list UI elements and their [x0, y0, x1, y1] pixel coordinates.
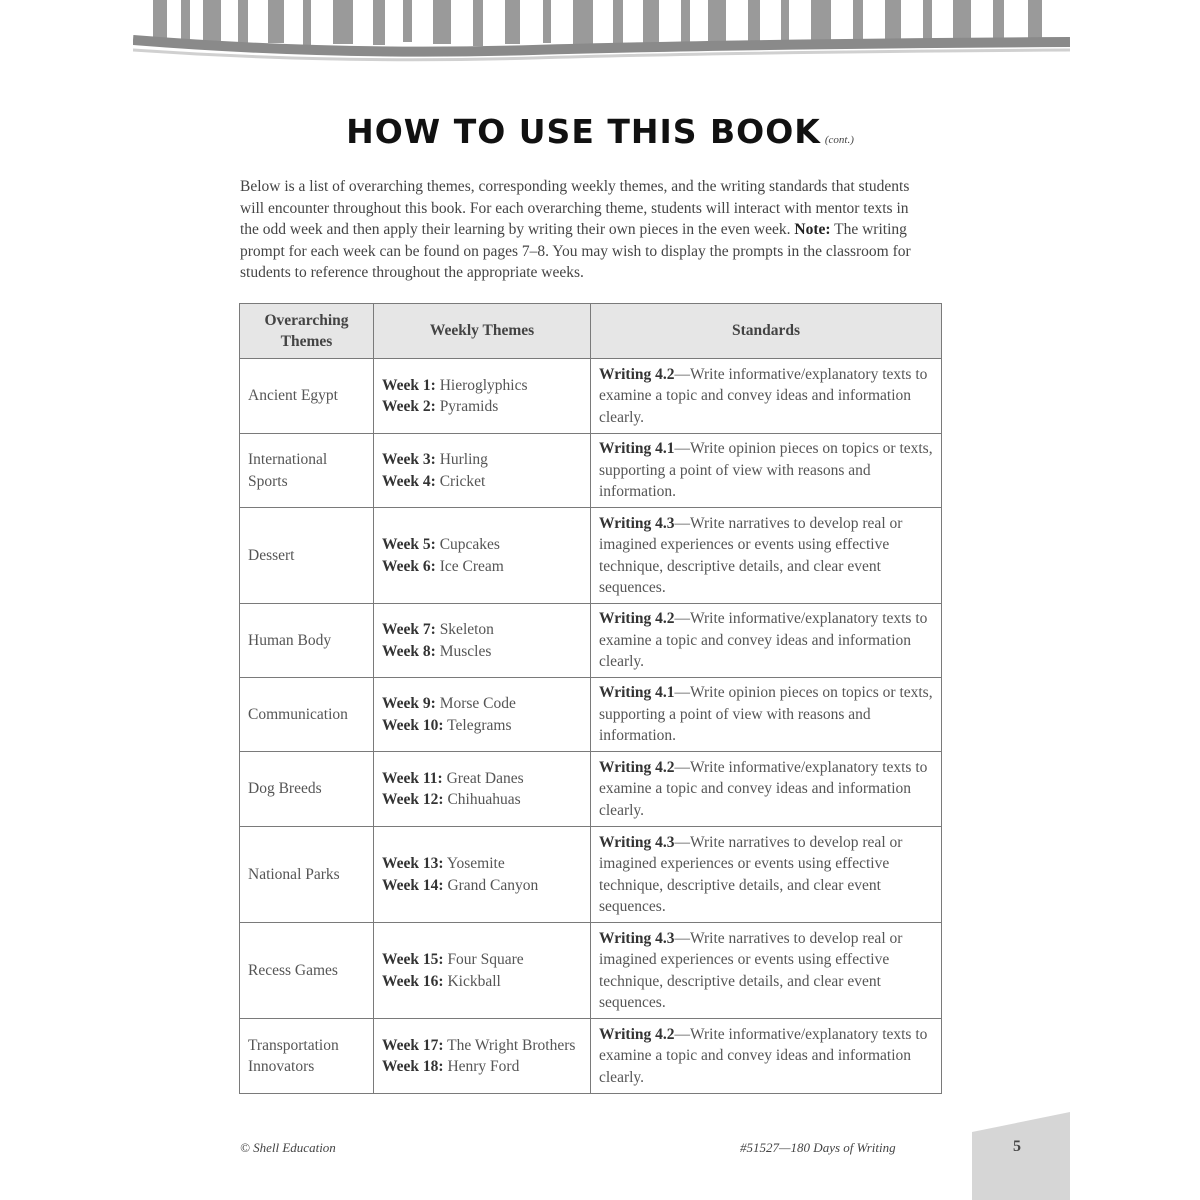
header-weekly-themes: Weekly Themes	[374, 304, 591, 359]
week-topic: Skeleton	[439, 621, 494, 638]
week-label: Week 4:	[382, 472, 436, 490]
week-entry	[382, 1035, 582, 1057]
week-entry	[382, 534, 582, 556]
weekly-themes-cell	[374, 923, 591, 1019]
table-row	[240, 604, 942, 678]
standard-label: Writing 4.2	[599, 758, 675, 776]
week-label: Week 17:	[382, 1036, 444, 1054]
week-topic: Great Danes	[446, 769, 524, 787]
standard-text: —Write informative/explanatory texts to examine a topic and convey ideas and information clearly.	[599, 365, 928, 426]
week-label: Week 5:	[382, 536, 436, 553]
page-number: 5	[1013, 1138, 1021, 1155]
week-entry	[382, 768, 582, 790]
standard-text: —Write informative/explanatory texts to examine a topic and convey ideas and information clearly.	[599, 758, 928, 819]
standard-text: —Write opinion pieces on topics or texts, supporting a point of view with reasons and information.	[599, 684, 933, 745]
week-topic: Hurling	[439, 451, 488, 468]
overarching-theme-cell: Human Body	[240, 604, 374, 678]
standard-text: —Write narratives to develop real or imagined experiences or events using effective technique, descriptive details, and clear event sequences.	[599, 514, 903, 596]
weekly-themes-cell	[374, 359, 591, 434]
standard-label: Writing 4.2	[599, 1025, 675, 1043]
weekly-themes-cell	[374, 827, 591, 923]
week-label: Week 11:	[382, 769, 443, 787]
week-topic: Telegrams	[447, 716, 512, 734]
overarching-theme-cell: Transportation Innovators	[240, 1019, 374, 1094]
week-topic: Pyramids	[439, 398, 499, 415]
overarching-theme-cell: Dog Breeds	[240, 752, 374, 827]
week-topic: Four Square	[447, 951, 524, 968]
overarching-theme-cell: International Sports	[240, 434, 374, 508]
overarching-theme-cell: National Parks	[240, 827, 374, 923]
table-row	[240, 923, 942, 1019]
week-entry	[382, 693, 582, 715]
week-topic: Muscles	[439, 642, 492, 660]
weekly-themes-cell	[374, 1019, 591, 1094]
week-entry	[382, 396, 582, 418]
week-entry	[382, 971, 582, 993]
intro-text-1: Below is a list of overarching themes, corresponding weekly themes, and the writing standards that students will encounter throughout this book. For each overarching theme, students will interact with mentor texts in the odd week and then apply their learning by writing their own pieces in the even week.	[240, 178, 910, 239]
week-entry	[382, 1056, 582, 1078]
intro-paragraph	[240, 176, 930, 284]
week-label: Week 15:	[382, 951, 444, 968]
standard-label: Writing 4.2	[599, 610, 675, 628]
week-entry	[382, 375, 582, 397]
title-suffix: (cont.)	[824, 134, 854, 146]
page-tab	[972, 1112, 1070, 1200]
standard-cell	[591, 434, 942, 508]
standard-label: Writing 4.3	[599, 929, 675, 947]
standard-cell	[591, 1019, 942, 1094]
header-standards: Standards	[591, 304, 942, 359]
standard-cell	[591, 604, 942, 678]
table-header-row	[240, 304, 942, 359]
week-label: Week 9:	[382, 695, 436, 712]
week-topic: Hieroglyphics	[439, 376, 528, 394]
week-label: Week 18:	[382, 1058, 444, 1075]
table-row	[240, 508, 942, 604]
week-entry	[382, 875, 582, 897]
standard-label: Writing 4.1	[599, 440, 675, 458]
week-label: Week 7:	[382, 621, 436, 638]
week-entry	[382, 789, 582, 811]
week-label: Week 8:	[382, 642, 436, 660]
week-label: Week 3:	[382, 451, 436, 468]
week-topic: The Wright Brothers	[447, 1036, 576, 1054]
standard-label: Writing 4.3	[599, 514, 675, 532]
week-entry	[382, 449, 582, 471]
table-row	[240, 678, 942, 752]
standard-label: Writing 4.3	[599, 833, 675, 851]
week-label: Week 2:	[382, 398, 436, 415]
week-topic: Morse Code	[439, 695, 516, 712]
standard-text: —Write narratives to develop real or imagined experiences or events using effective technique, descriptive details, and clear event sequences.	[599, 833, 903, 915]
intro-text-2: The writing prompt for each week can be found on pages 7–8. You may wish to display the prompts in the classroom for students to reference throughout the appropriate weeks.	[240, 221, 911, 282]
overarching-theme-cell: Dessert	[240, 508, 374, 604]
standard-text: —Write opinion pieces on topics or texts, supporting a point of view with reasons and information.	[599, 440, 933, 501]
week-topic: Cricket	[439, 472, 486, 490]
footer-publisher: © Shell Education	[240, 1140, 336, 1155]
standard-cell	[591, 827, 942, 923]
table-row	[240, 752, 942, 827]
week-topic: Henry Ford	[447, 1058, 520, 1075]
standard-text: —Write informative/explanatory texts to examine a topic and convey ideas and information clearly.	[599, 1025, 928, 1086]
week-label: Week 13:	[382, 855, 444, 872]
table-row	[240, 1019, 942, 1094]
week-label: Week 16:	[382, 972, 444, 990]
week-entry	[382, 715, 582, 737]
header-overarching-themes: Overarching Themes	[240, 304, 374, 359]
standard-cell	[591, 923, 942, 1019]
standard-cell	[591, 678, 942, 752]
footer-book-title: #51527—180 Days of Writing	[740, 1140, 896, 1155]
standard-cell	[591, 752, 942, 827]
week-label: Week 10:	[382, 716, 444, 734]
note-label: Note:	[794, 221, 831, 239]
week-label: Week 12:	[382, 791, 444, 808]
week-topic: Cupcakes	[439, 536, 500, 553]
week-entry	[382, 471, 582, 493]
table-row	[240, 359, 942, 434]
week-label: Week 14:	[382, 876, 444, 894]
table-row	[240, 827, 942, 923]
decorative-banner	[133, 0, 1070, 70]
weekly-themes-cell	[374, 604, 591, 678]
page-title	[0, 112, 1200, 151]
standard-cell	[591, 508, 942, 604]
themes-table	[239, 303, 942, 1094]
standard-cell	[591, 359, 942, 434]
week-label: Week 6:	[382, 557, 436, 575]
week-topic: Grand Canyon	[447, 876, 539, 894]
standard-text: —Write informative/explanatory texts to examine a topic and convey ideas and information clearly.	[599, 610, 928, 671]
weekly-themes-cell	[374, 678, 591, 752]
weekly-themes-cell	[374, 434, 591, 508]
standard-text: —Write narratives to develop real or imagined experiences or events using effective technique, descriptive details, and clear event sequences.	[599, 929, 903, 1011]
week-label: Week 1:	[382, 376, 436, 394]
overarching-theme-cell: Recess Games	[240, 923, 374, 1019]
overarching-theme-cell: Communication	[240, 678, 374, 752]
week-topic: Yosemite	[446, 855, 505, 872]
weekly-themes-cell	[374, 508, 591, 604]
week-topic: Kickball	[447, 972, 501, 990]
week-topic: Ice Cream	[439, 557, 504, 575]
overarching-theme-cell: Ancient Egypt	[240, 359, 374, 434]
week-entry	[382, 853, 582, 875]
week-entry	[382, 556, 582, 578]
standard-label: Writing 4.1	[599, 684, 675, 702]
week-entry	[382, 619, 582, 641]
standard-label: Writing 4.2	[599, 365, 675, 383]
week-topic: Chihuahuas	[447, 791, 521, 808]
table-row	[240, 434, 942, 508]
weekly-themes-cell	[374, 752, 591, 827]
week-entry	[382, 641, 582, 663]
week-entry	[382, 949, 582, 971]
title-text: HOW TO USE THIS BOOK	[346, 112, 821, 151]
